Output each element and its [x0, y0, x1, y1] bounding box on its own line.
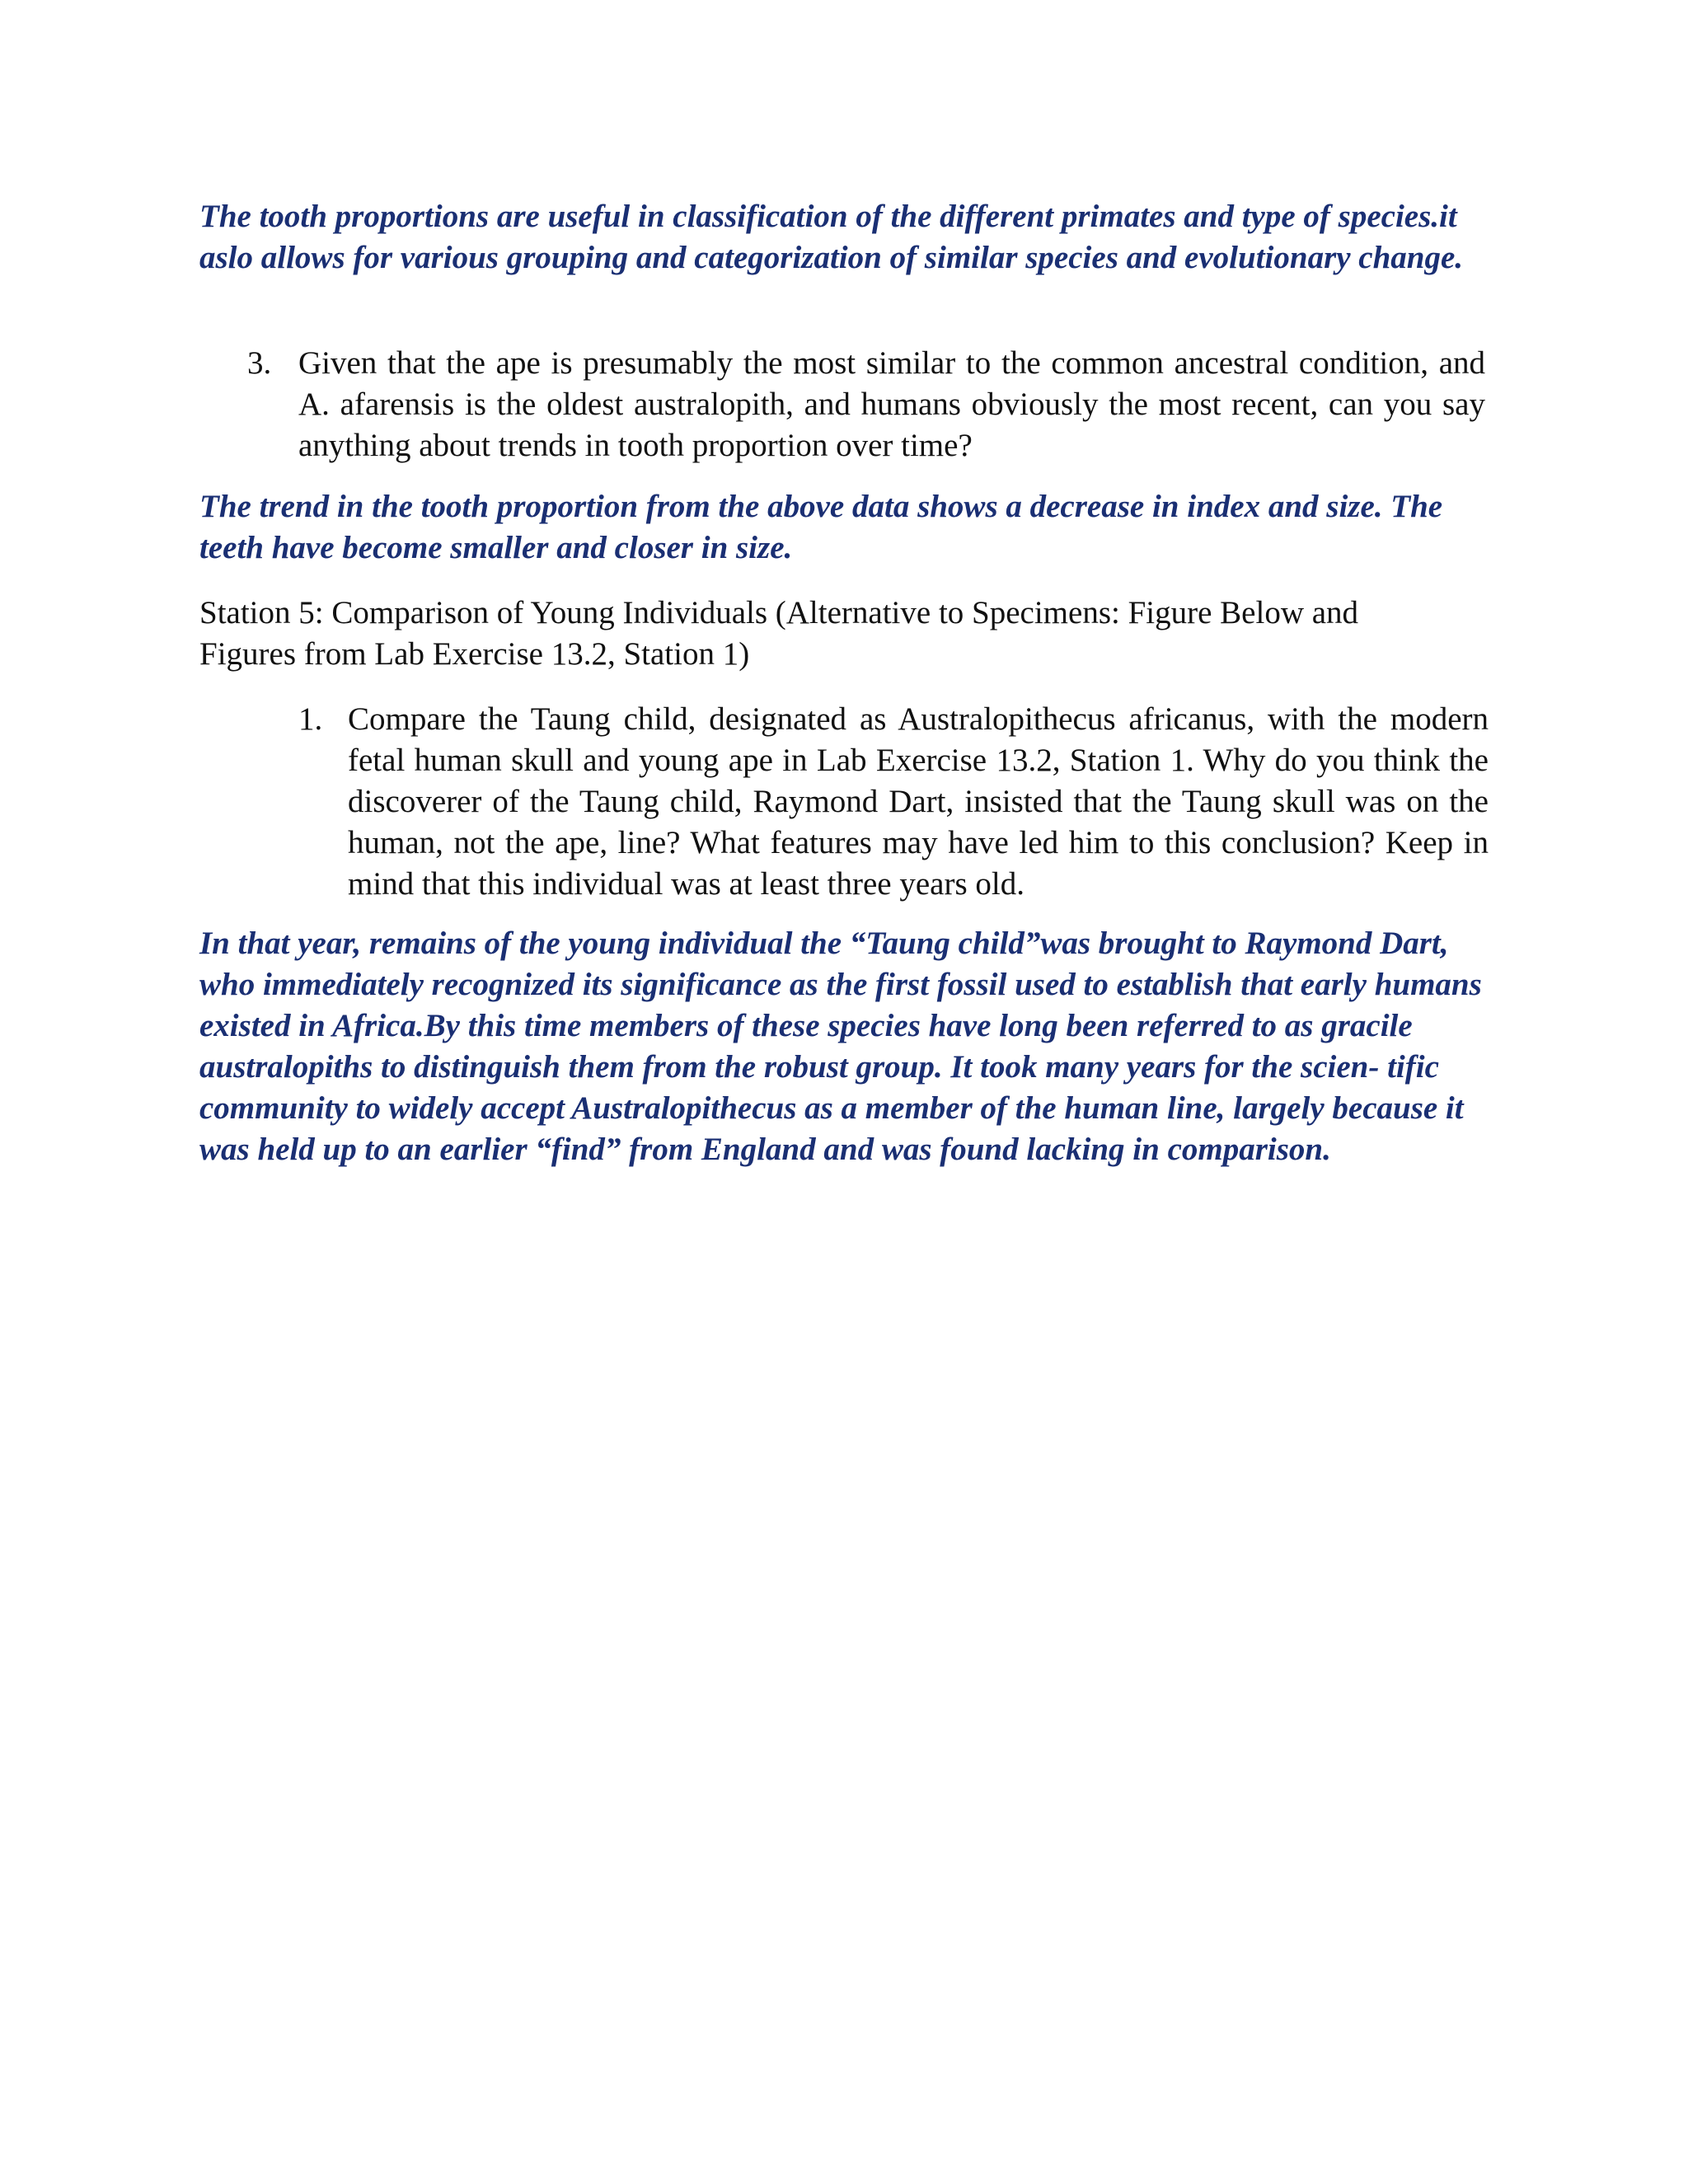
question-3-number: 3. [247, 345, 272, 381]
question-3-text: Given that the ape is presumably the most similar to the common ancestral condition, and A. afarensis is the oldest australopith, and humans obviously the most recent, can you say anything about trends in tooth proportion over time? [298, 345, 1485, 463]
question-1-number: 1. [298, 701, 323, 737]
answer-taung-child: In that year, remains of the young individual the “Taung child”was brought to Raymond Dart, who immediately recognized its significance as the first fossil used to establish that early humans existed in Africa.By this time members of these species have long been referred to as gracile australopiths to distinguish them from the robust group. It took many years for the scien- tific community to widely accept Australopithecus as a member of the human line, largely because it was held up to an earlier “find” from England and was found lacking in comparison. [199, 926, 1482, 1167]
station-5-heading: Station 5: Comparison of Young Individuals (Alternative to Specimens: Figure Below and Figures from Lab Exercise 13.2, Station 1) [199, 595, 1359, 672]
answer-tooth-proportions: The tooth proportions are useful in classification of the different primates and type of species.it aslo allows for various grouping and categorization of similar species and evolutionary change. [199, 199, 1464, 275]
answer-trend: The trend in the tooth proportion from the above data shows a decrease in index and size. The teeth have become smaller and closer in size. [199, 489, 1443, 565]
question-1-text: Compare the Taung child, designated as Australopithecus africanus, with the modern fetal human skull and young ape in Lab Exercise 13.2, Station 1. Why do you think the discoverer of the Taung child, Raymond Dart, insisted that the Taung skull was on the human, not the ape, line? What features may have led him to this conclusion? Keep in mind that this individual was at least three years old. [348, 701, 1489, 902]
